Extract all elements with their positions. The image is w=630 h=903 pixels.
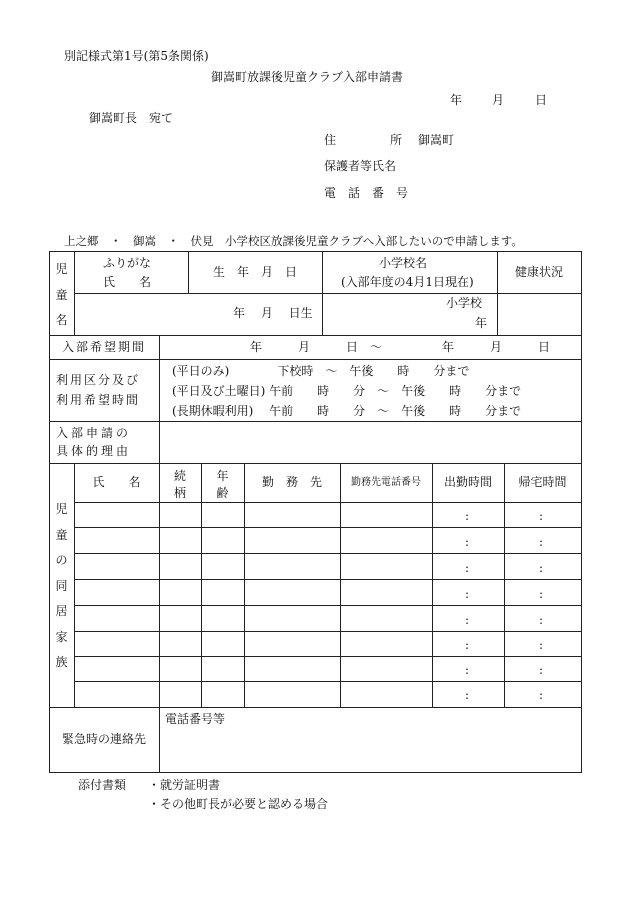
family-row-5-return-sep[interactable]: :: [539, 613, 544, 627]
family-row-8-leave-sep[interactable]: :: [465, 688, 470, 702]
family-row-6-return-sep[interactable]: :: [539, 638, 544, 652]
family-row-6-leave-sep[interactable]: :: [465, 638, 470, 652]
family-header-relation: 続 柄: [173, 469, 186, 500]
family-row-3-return-sep[interactable]: :: [539, 561, 544, 575]
birthdate-value[interactable]: 年 月 日生: [233, 306, 313, 320]
birthdate-label: 生 年 月 日: [212, 264, 297, 279]
reason-label-2: 具体的理由: [56, 444, 132, 458]
reason-label-1: 入部申請の: [56, 426, 132, 440]
form-number: 別記様式第1号(第5条関係): [64, 49, 209, 63]
attachment-item-other: ・その他町長が必要と認める場合: [148, 797, 329, 811]
emergency-phone-label: 電話番号等: [165, 712, 226, 726]
usage-row-saturday[interactable]: (平日及び土曜日) 午前 時 分 ～ 午後 時 分まで: [172, 384, 522, 398]
address-value: 御嵩町: [418, 133, 455, 147]
usage-row-holiday[interactable]: (長期休暇利用) 午前 時 分 ～ 午後 時 分まで: [172, 404, 522, 418]
date-day-label: 日: [535, 93, 548, 107]
usage-label-2: 利用希望時間: [56, 393, 141, 407]
child-label: 児 童 名: [55, 262, 68, 327]
period-label: 入部希望期間: [61, 339, 146, 354]
reason-field[interactable]: [160, 422, 580, 462]
emergency-label: 緊急時の連絡先: [61, 732, 146, 747]
school-label: 小学校名: [379, 256, 428, 270]
family-row-7-return-sep[interactable]: :: [539, 663, 544, 677]
school-value[interactable]: 小学校: [446, 296, 483, 310]
addressee: 御嵩町長 宛て: [89, 111, 174, 125]
school-sublabel: (入部年度の4月1日現在): [341, 275, 474, 289]
address-label-a: 住: [324, 133, 337, 147]
application-statement: 上之郷 ・ 御嵩 ・ 伏見 小学校区放課後児童クラブへ入部したいので申請します。: [64, 234, 523, 248]
attachment-item-employment: ・就労証明書: [148, 778, 221, 792]
usage-label-1: 利用区分及び: [56, 373, 141, 387]
family-header-name: 氏 名: [92, 475, 141, 490]
form-title: 御嵩町放課後児童クラブ入部申請書: [211, 70, 404, 84]
attachments-label: 添付書類: [78, 778, 127, 792]
address-label-b: 所: [390, 133, 403, 147]
family-header-return-time: 帰宅時間: [518, 475, 567, 490]
child-name-label: 氏 名: [103, 275, 152, 289]
family-row-8-return-sep[interactable]: :: [539, 688, 544, 702]
family-row-1-leave-sep[interactable]: :: [465, 509, 470, 523]
health-field[interactable]: [498, 294, 580, 334]
family-row-1-return-sep[interactable]: :: [539, 509, 544, 523]
family-row-4-leave-sep[interactable]: :: [465, 587, 470, 601]
emergency-field[interactable]: [160, 730, 580, 770]
health-label: 健康状況: [514, 264, 563, 279]
family-header-work-phone: 勤務先電話番号: [351, 476, 421, 488]
grade-value[interactable]: 年: [475, 316, 488, 330]
family-header-leave-time: 出勤時間: [443, 475, 492, 490]
family-row-2-return-sep[interactable]: :: [539, 535, 544, 549]
period-value[interactable]: 年 月 日 ～ 年 月 日: [250, 340, 551, 354]
date-year-label: 年: [450, 93, 463, 107]
family-row-7-leave-sep[interactable]: :: [465, 663, 470, 677]
date-month-label: 月: [492, 93, 505, 107]
family-header-age: 年 齢: [216, 469, 229, 500]
family-row-2-leave-sep[interactable]: :: [465, 535, 470, 549]
family-row-3-leave-sep[interactable]: :: [465, 561, 470, 575]
family-label: 児 童 の 同 居 家 族: [55, 502, 68, 669]
family-header-work: 勤 務 先: [261, 475, 322, 490]
usage-row-weekday[interactable]: (平日のみ) 下校時 ～ 午後 時 分まで: [172, 364, 470, 378]
furigana-label: ふりがな: [103, 256, 152, 270]
phone-label: 電 話 番 号: [324, 186, 409, 200]
family-row-5-leave-sep[interactable]: :: [465, 613, 470, 627]
family-row-4-return-sep[interactable]: :: [539, 587, 544, 601]
guardian-name-label: 保護者等氏名: [324, 159, 397, 173]
